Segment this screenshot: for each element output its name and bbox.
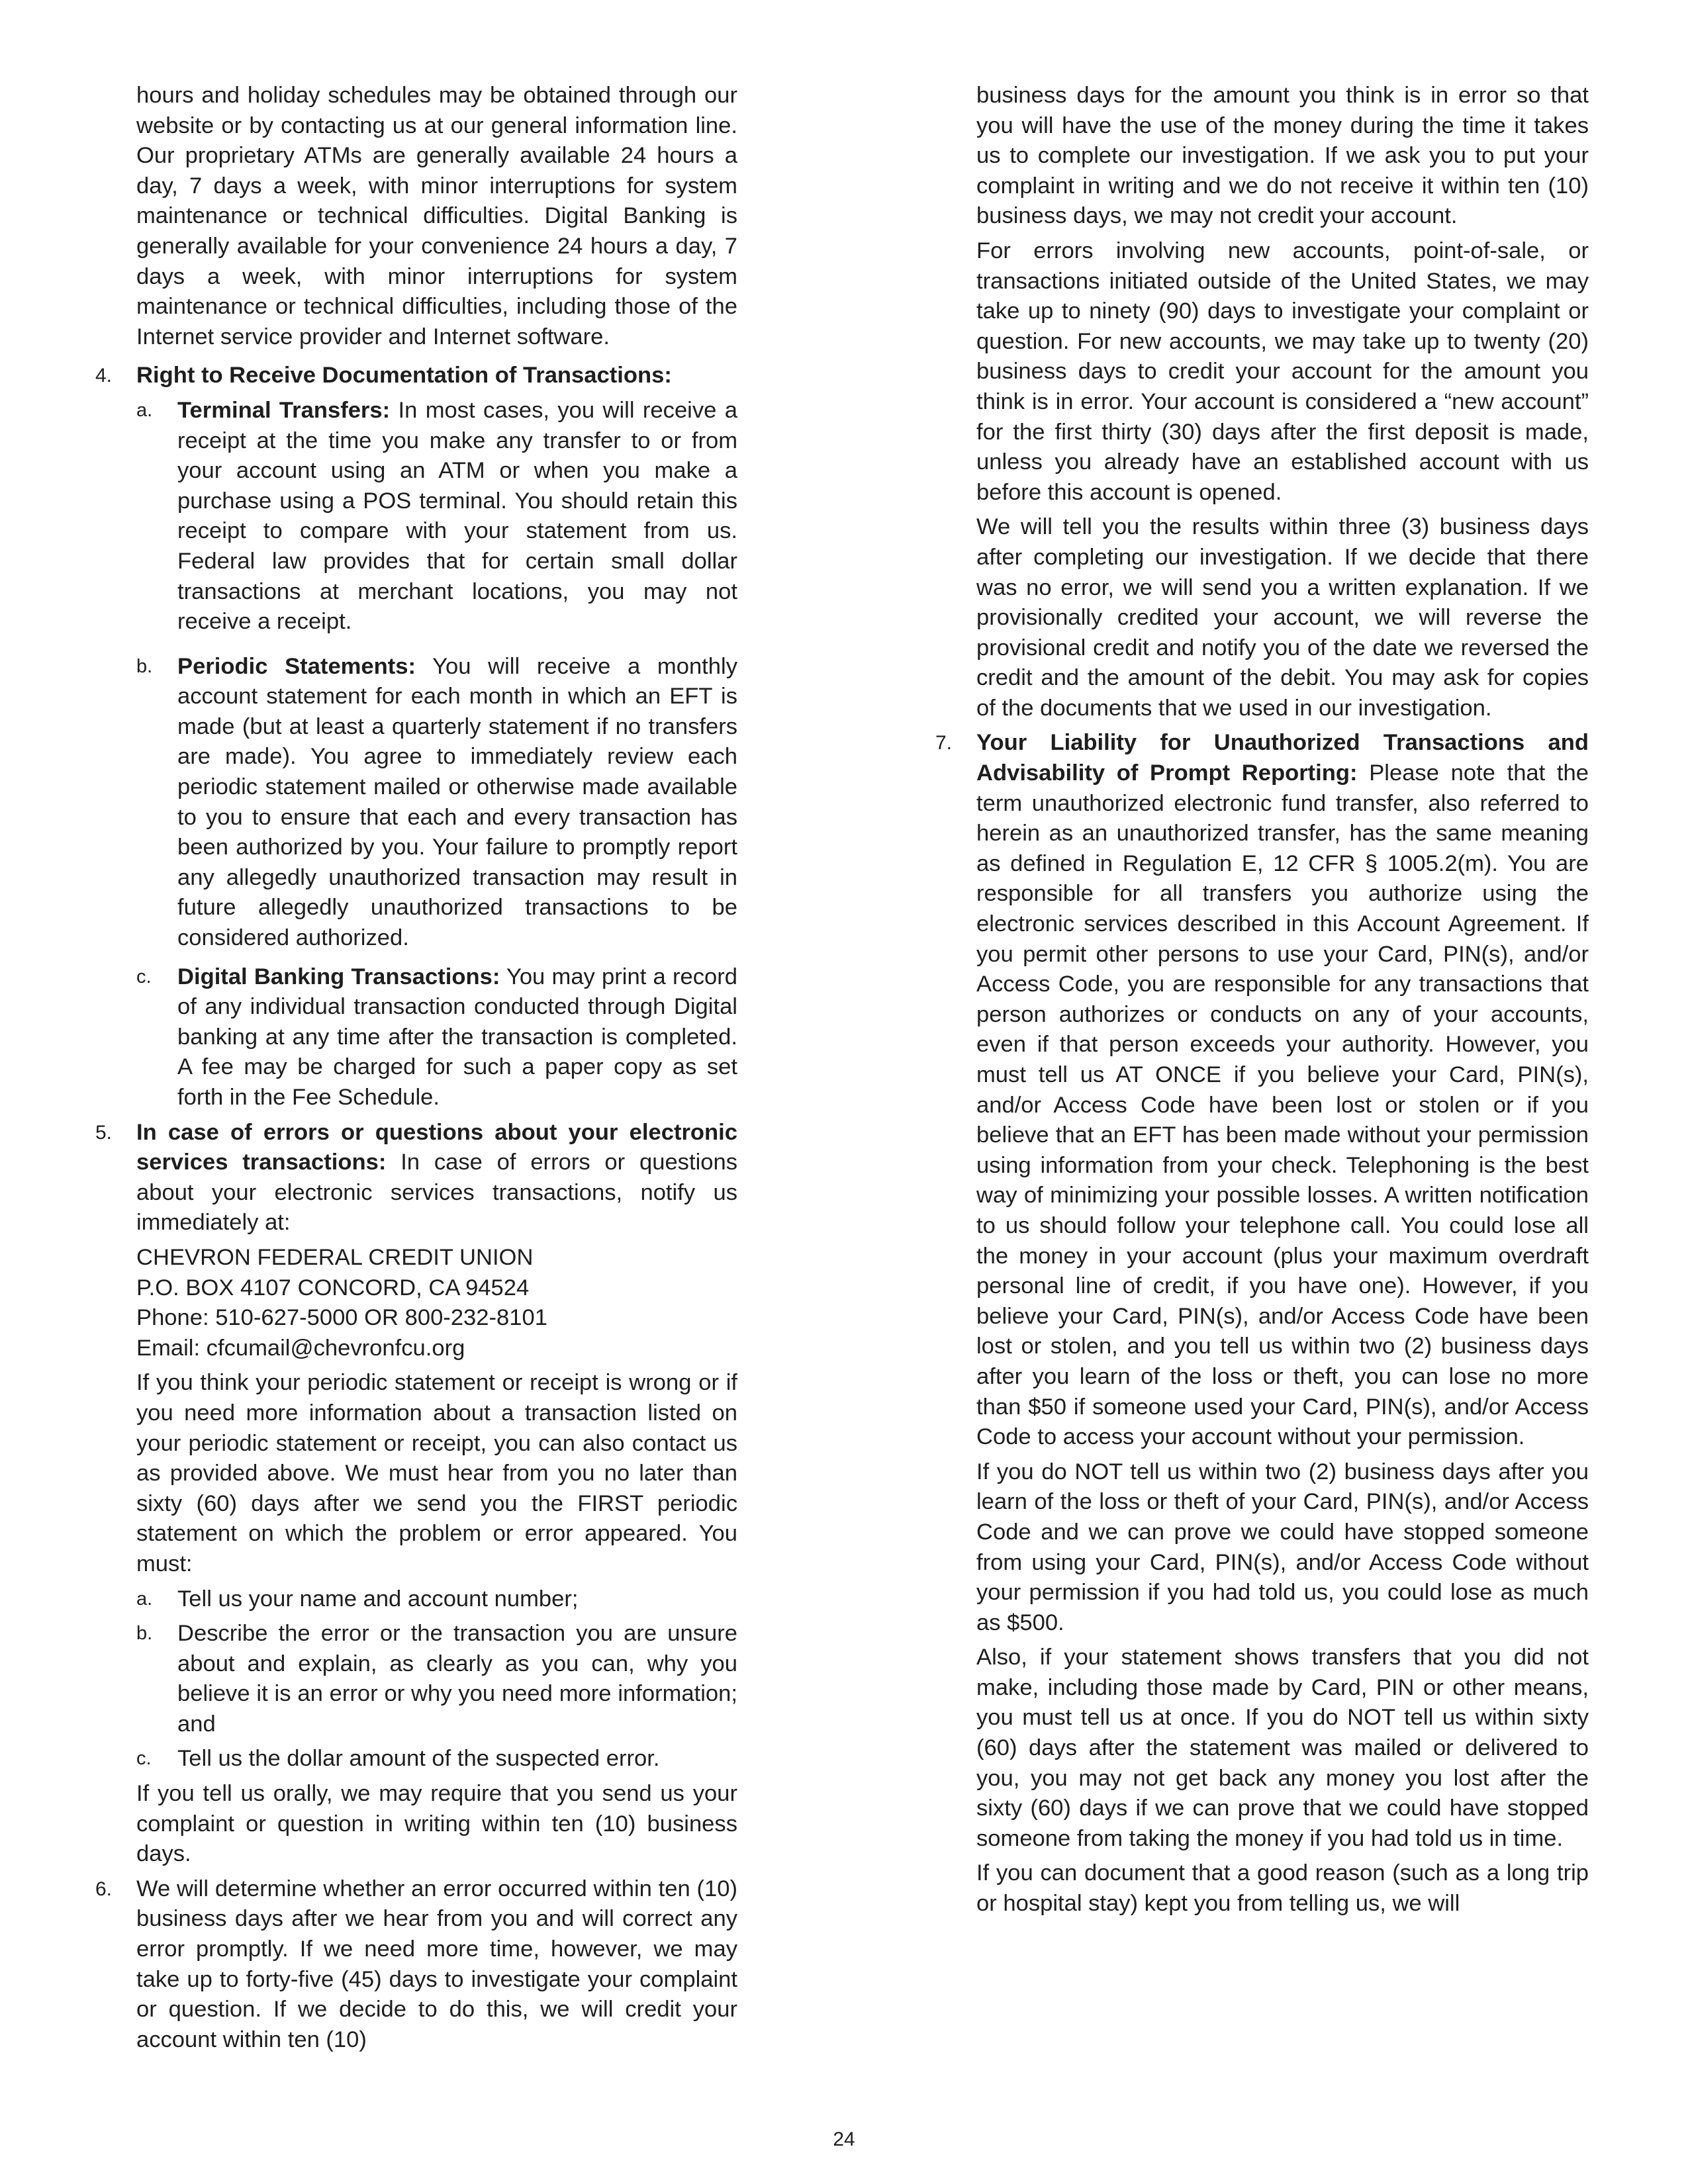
address-line: Phone: 510-627-5000 OR 800-232-8101 [136,1305,547,1331]
subitem-periodic-statements [136,652,737,954]
section-4 [95,361,738,1113]
section-7 [935,728,1589,1919]
subitem-text: Tell us your name and account number; [177,1586,579,1612]
section-number: 4. [95,365,113,387]
address-line: CHEVRON FEDERAL CREDIT UNION [136,1244,534,1270]
subitem-text: In most cases, you will receive a receipt at the time you make any transfer to or from your account using an ATM or when you make a purchase using a POS terminal. You should retain this receipt to compare with your statement from us. Federal law provides that for certain small dollar transactions at merchant locations, you may not receive a receipt. [177,397,737,635]
section-paragraph: If you do NOT tell us within two (2) business days after you learn of the loss or theft of your Card, PIN(s), and/or Access Code and we can prove we could have stopped someone from using your Card, PIN(s), and/or Access Code without your permission if you had told us, you could lose as much as $500. [976,1459,1589,1635]
subitem-letter: b. [136,655,153,677]
subitem-terminal-transfers [136,396,737,637]
section-5 [95,1118,737,1870]
section-paragraph: If you can document that a good reason (such as a long trip or hospital stay) kept you from telling us, we will [976,1860,1589,1917]
subitem-describe-error [136,1619,737,1739]
subitem-letter: a. [136,1588,153,1610]
section-text: Please note that the term unauthorized electronic fund transfer, also referred to herein as an unauthorized transfer, has the same meaning as defined in Regulation E, 12 CFR § 1005.2(m). You are responsible for all transfers you authorize using the electronic services described in this Account Agreement. If you permit other persons to use your Card, PIN(s), and/or Access Code, you are responsible for any transactions that person authorizes or conducts on any of your accounts, even if that person exceeds your authority. However, you must tell us AT ONCE if you believe your Card, PIN(s), and/or Access Code have been lost or stolen or if you believe that an EFT has been made without your permission using information from your check. Telephoning is the best way of minimizing your possible losses. A written notification to us should follow your telephone call. You could lose all the money in your account (plus your maximum overdraft personal line of credit, if you have one). However, if you believe your Card, PIN(s), and/or Access Code have been lost or stolen, and you tell us within two (2) business days after you learn of the loss or theft, you can lose no more than $50 if someone used your Card, PIN(s), and/or Access Code to access your account without your permission. [976,760,1589,1450]
intro-paragraph: hours and holiday schedules may be obtained through our website or by contacting us at our general information line. Our proprietary ATMs are generally available 24 hours a day, 7 days a week, with minor interruptions for system maintenance or technical difficulties. Digital Banking is generally available for your convenience 24 hours a day, 7 days a week, with minor interruptions for system maintenance or technical difficulties, including those of the Internet service provider and Internet software. [136,83,737,349]
address-line: P.O. BOX 4107 CONCORD, CA 94524 [136,1275,530,1300]
subitem-name-account [136,1584,737,1615]
new-accounts-paragraph: For errors involving new accounts, point-of-sale, or transactions initiated outside of the United States, we may take up to ninety (90) days to investigate your complaint or question. For new accounts, we may take up to twenty (20) business days to credit your account for the amount you think is in error. Your account is considered a “new account” for the first thirty (30) days after the first deposit is made, unless you already have an established account with us before this account is opened. [976,238,1589,505]
section-paragraph: If you tell us orally, we may require that you send us your complaint or question in writing within ten (10) business days. [136,1781,737,1867]
subitem-digital-banking [136,962,737,1113]
subitem-letter: b. [136,1623,153,1645]
mailing-address [136,1243,737,1363]
section-text: In case of errors or questions about your electronic services transactions, notify us immediately at: [136,1150,737,1236]
right-column [935,81,1589,1919]
subitem-letter: a. [136,399,153,421]
section-paragraph: If you think your periodic statement or receipt is wrong or if you need more information about a transaction listed on your periodic statement or receipt, you can also contact us as provided above. We must hear from you no later than sixty (60) days after we send you the FIRST periodic statement on which the problem or error appeared. You must: [136,1370,737,1576]
subitem-title: Digital Banking Transactions: [177,964,500,989]
section-title: Your Liability for Unauthorized Transactions and Advisability of Prompt Reporting: [976,730,1589,786]
continuation-paragraph: business days for the amount you think is in error so that you will have the use of the money during the time it takes us to complete our investigation. If we ask you to put your complaint in writing and we do not receive it within ten (10) business days, we may not credit your account. [976,83,1589,229]
section-paragraph: Also, if your statement shows transfers that you did not make, including those made by Card, PIN or other means, you must tell us at once. If you do NOT tell us within sixty (60) days after the statement was mailed or delivered to you, you may not get back any money you lost after the sixty (60) days if we can prove that we could have stopped someone from taking the money if you had told us in time. [976,1645,1589,1851]
subitem-letter: c. [136,1748,152,1770]
subitem-dollar-amount [136,1744,737,1774]
subitem-text: You may print a record of any individual transaction conducted through Digital banking at any time after the transaction is completed. A fee may be charged for such a paper copy as set forth in the Fee Schedule. [177,964,738,1110]
subitem-title: Periodic Statements: [177,653,416,679]
section-number: 5. [95,1121,113,1144]
results-paragraph: We will tell you the results within three (3) business days after completing our investigation. If we decide that there was no error, we will send you a written explanation. If we provisionally credited your account, we will reverse the provisional credit and notify you of the date we reversed the credit and the amount of the debit. You may ask for copies of the documents that we used in our investigation. [976,514,1589,721]
section-text: We will determine whether an error occurred within ten (10) business days after we hear from you and will correct any error promptly. If we need more time, however, we may take up to forty-five (45) days to investigate your complaint or question. If we decide to do this, we will credit your account within ten (10) [136,1876,737,2052]
subitem-title: Terminal Transfers: [177,397,391,423]
page-number: 24 [833,2128,855,2150]
section-title: In case of errors or questions about your electronic services transactions: [136,1119,737,1175]
section-title: Right to Receive Documentation of Transactions: [136,363,672,388]
left-column [95,81,738,2055]
address-line: Email: cfcumail@chevronfcu.org [136,1335,465,1361]
section-6 [95,1874,737,2056]
section-number: 7. [935,732,953,754]
subitem-text: Describe the error or the transaction you are unsure about and explain, as clearly as you can, why you believe it is an error or why you need more information; and [177,1621,737,1737]
subitem-text: Tell us the dollar amount of the suspected error. [177,1746,660,1772]
subitem-text: You will receive a monthly account statement for each month in which an EFT is made (but at least a quarterly statement if no transfers are made). You agree to immediately review each periodic statement mailed or otherwise made available to you to ensure that each and every transaction has been authorized by you. Your failure to promptly report any allegedly unauthorized transaction may result in future allegedly unauthorized transactions to be considered authorized. [177,653,737,951]
subitem-letter: c. [136,966,152,987]
section-number: 6. [95,1878,113,1900]
